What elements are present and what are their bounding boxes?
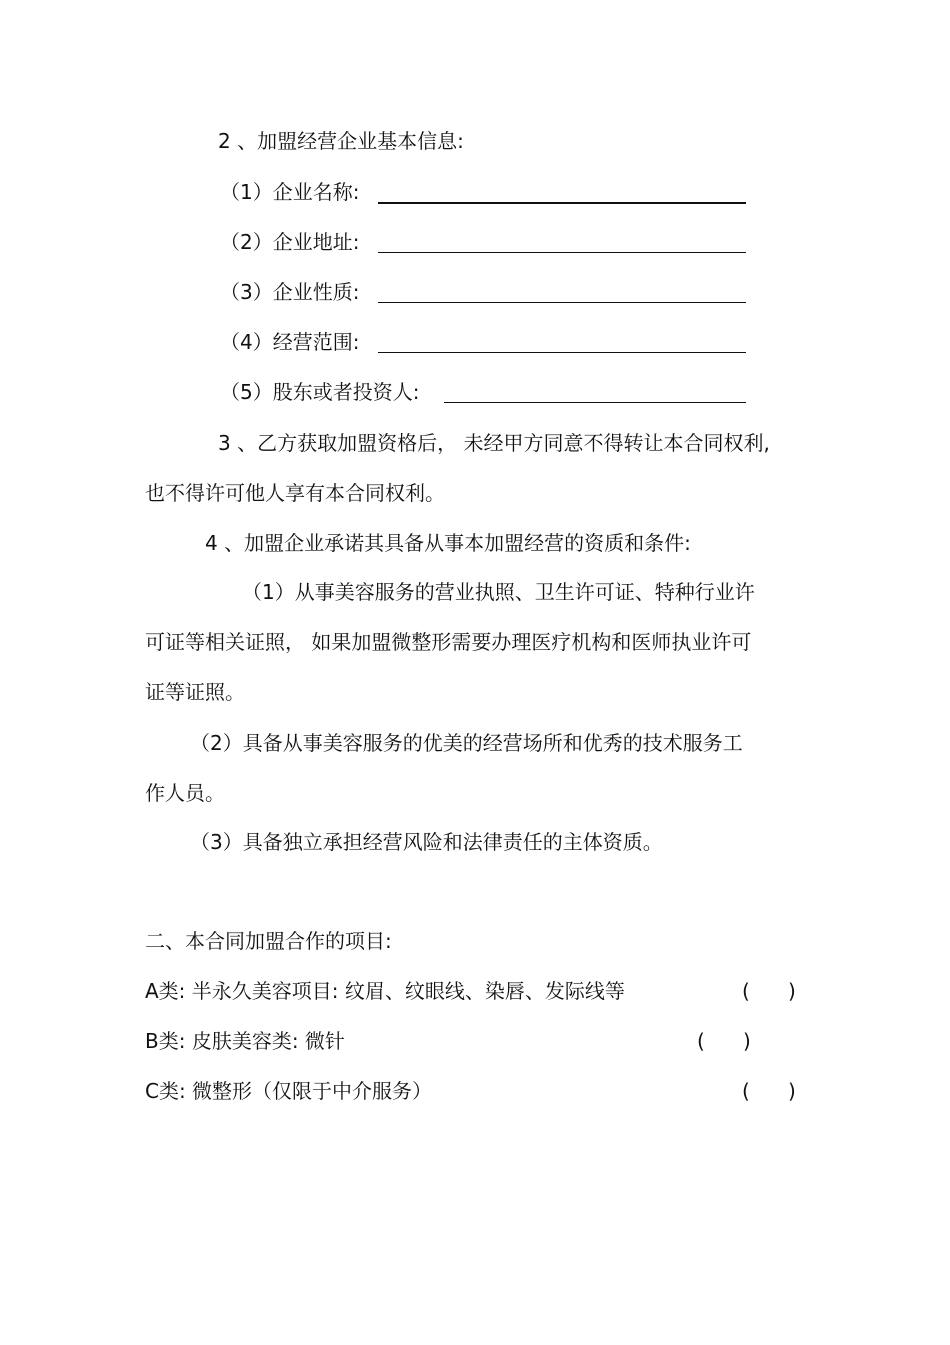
part-2-heading: 二、本合同加盟合作的项目:: [145, 929, 392, 953]
project-a-checkbox[interactable]: ( ): [742, 979, 796, 1003]
section-4-item-3: （3）具备独立承担经营风险和法律责任的主体资质。: [190, 830, 663, 854]
field-underline-business-scope: [378, 352, 746, 353]
section-4-item-1-line-2: 可证等相关证照， 如果加盟微整形需要办理医疗机构和医师执业许可: [145, 630, 752, 654]
field-underline-company-name: [378, 202, 746, 204]
field-underline-shareholders: [444, 402, 746, 403]
project-c-checkbox[interactable]: ( ): [742, 1079, 796, 1103]
section-4-item-1-line-1: （1）从事美容服务的营业执照、卫生许可证、特种行业许: [242, 580, 755, 604]
field-label-business-scope: （4）经营范围:: [220, 330, 360, 354]
project-a-label: A类: 半永久美容项目: 纹眉、纹眼线、染唇、发际线等: [145, 979, 625, 1003]
field-label-shareholders: （5）股东或者投资人:: [220, 380, 420, 404]
project-c-label: C类: 微整形（仅限于中介服务）: [145, 1079, 433, 1103]
field-label-company-address: （2）企业地址:: [220, 230, 360, 254]
project-b-checkbox[interactable]: ( ): [697, 1029, 751, 1053]
field-label-company-name: （1）企业名称:: [220, 180, 360, 204]
field-underline-company-type: [378, 302, 746, 303]
section-4-item-2-line-1: （2）具备从事美容服务的优美的经营场所和优秀的技术服务工: [190, 731, 743, 755]
project-b-label: B类: 皮肤美容类: 微针: [145, 1029, 345, 1053]
section-3-line-2: 也不得许可他人享有本合同权利。: [145, 481, 445, 505]
section-4-item-1-line-3: 证等证照。: [145, 680, 245, 704]
field-underline-company-address: [378, 252, 746, 253]
field-label-company-type: （3）企业性质:: [220, 280, 360, 304]
section-4-item-2-line-2: 作人员。: [145, 781, 225, 805]
section-3-line-1: 3 、乙方获取加盟资格后， 未经甲方同意不得转让本合同权利,: [218, 431, 770, 455]
section-2-heading: 2 、加盟经营企业基本信息:: [218, 129, 464, 153]
section-4-heading: 4 、加盟企业承诺其具备从事本加盟经营的资质和条件:: [205, 531, 691, 555]
